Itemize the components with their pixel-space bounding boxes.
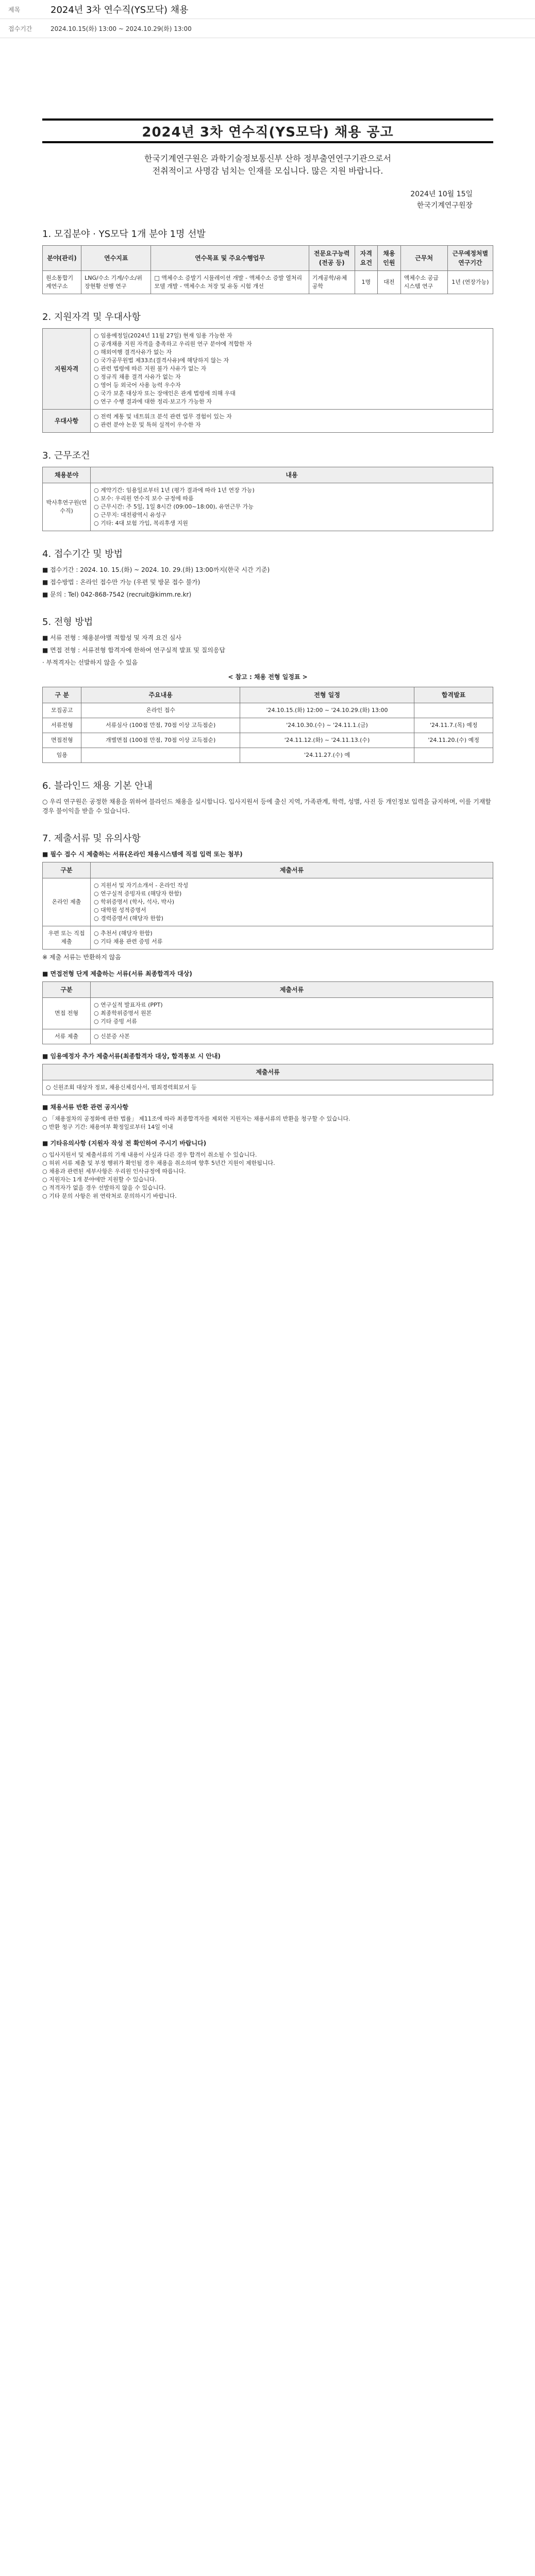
meta-period: 2024.10.15(화) 13:00 ~ 2024.10.29(화) 13:00 [51,25,192,32]
schedule-td: 개별면접 (100점 만점, 70점 이상 고득점순) [81,733,240,748]
qualification-value: ○ 전력 계통 및 네트워크 분석 관련 업무 경험이 있는 자 ○ 관련 분야 논문 및 특허 실적이 우수한 자 [91,410,493,433]
recruit-td: □ 액체수소 증발기 시뮬레이션 개발 - 액체수소 증발 열처리 모델 개발 - 액체수소 저장 및 유동 시험 개선 [151,271,309,294]
intro-line-1: 한국기계연구원은 과학기술정보통신부 산하 정부출연연구기관으로서 [144,154,391,163]
schedule-td [414,748,493,763]
documents-note: ※ 제출 서류는 반환하지 않음 [42,954,121,961]
meta-subject: 2024년 3차 연수직(YS모닥) 채용 [51,5,189,15]
recruit-td: 기계공학/유체공학 [309,271,355,294]
documents-th: 구분 [43,982,91,998]
documents-body5: ○ 입사지원서 및 제출서류의 기재 내용이 사실과 다른 경우 합격이 취소될 수 있습니다. ○ 허위 서류 제출 및 부정 행위가 확인될 경우 채용을 취소하며 향후 5년간 지원이 제한됩니다. ○ 채용과 관련된 세부사항은 우리원 인사규정에 따릅니다. ○ 지원자는 1개 분야에만 지원할 수 있습니다. ○ 적격자가 없을 경우 선발하지 않을 수 있습니다. ○ 기타 문의 사항은 위 연락처로 문의하시기 바랍니다. [42,1151,275,1199]
recruit-th: 전문요구능력(전공 등) [309,246,355,271]
documents-sub2: ■ 면접전형 단계 제출하는 서류(서류 최종합격자 대상) [42,970,192,977]
schedule-row [43,733,493,748]
process-line: ■ 면접 전형 : 서류전형 합격자에 한하여 연구실적 발표 및 질의응답 [42,647,225,654]
meta-period-label: 접수기간 [8,25,32,32]
intro-line-2: 전취적이고 사명감 넘치는 인재를 모십니다. 많은 지원 바랍니다. [152,166,383,176]
section-1-title: 1. 모집분야 · YS모닥 1개 분야 1명 선발 [42,229,206,240]
schedule-row [43,748,493,763]
schedule-td: '24.11.7.(목) 예정 [414,718,493,733]
qualification-key: 지원자격 [43,329,91,410]
schedule-td: 모집공고 [43,703,81,718]
documents-table-2 [42,981,493,1044]
recruit-th: 채용인원 [378,246,401,271]
schedule-td: 임용 [43,748,81,763]
doc-date [42,189,493,211]
section-2-body [42,328,493,433]
recruit-td: 대전 [378,271,401,294]
recruit-th: 근무예정처별 연구기간 [447,246,493,271]
section-1-body [42,245,493,294]
schedule-td: '24.11.20.(수) 예정 [414,733,493,748]
documents-value: ○ 신원조회 대상자 정보, 채용신체검사서, 범죄경력회보서 등 [43,1080,493,1095]
schedule-row [43,703,493,718]
section-6-body: ○ 우리 연구원은 공정한 채용을 위하여 블라인드 채용을 실시합니다. 입사지원서 등에 출신 지역, 가족관계, 학력, 성별, 사진 등 개인정보 입력을 금지하며, 이를 기재할 경우 불이익을 받을 수 있습니다. [42,798,491,815]
recruit-th: 연수목표 및 주요수행업무 [151,246,309,271]
schedule-th: 주요내용 [81,687,240,703]
documents-value: ○ 지원서 및 자기소개서 - 온라인 작성 ○ 연구실적 증빙자료 (해당자 한함) ○ 학위증명서 (학사, 석사, 박사) ○ 대학원 성적증명서 ○ 경력증명서 (해당자 한함) [91,878,493,926]
recruit-td: 1명 [355,271,378,294]
section-4-body [42,565,493,599]
documents-key: 우편 또는 직접 제출 [43,926,91,950]
meta-period-row [0,19,535,38]
section-2-title: 2. 지원자격 및 우대사항 [42,312,141,323]
intro [42,152,493,177]
documents-value: ○ 추천서 (해당자 한함) ○ 기타 채용 관련 증빙 서류 [91,926,493,950]
documents-value: ○ 연구실적 발표자료 (PPT) ○ 최종학위증명서 원본 ○ 기타 증빙 서류 [91,998,493,1029]
documents-row [43,878,493,926]
section-7-body [42,850,493,1200]
section-4-title: 4. 접수기간 및 방법 [42,549,123,560]
documents-sub4: ■ 채용서류 반환 관련 공지사항 [42,1104,129,1111]
schedule-title: < 참고 : 채용 전형 일정표 > [228,673,308,681]
recruit-table [42,245,493,294]
schedule-td [81,748,240,763]
schedule-th: 구 분 [43,687,81,703]
qualification-row [43,329,493,410]
documents-table-3 [42,1064,493,1095]
qualification-table [42,328,493,433]
documents-th: 제출서류 [43,1064,493,1080]
documents-row [43,1029,493,1044]
section-7-title: 7. 제출서류 및 유의사항 [42,833,141,844]
documents-key: 서류 제출 [43,1029,91,1044]
section-5-title: 5. 전형 방법 [42,617,93,628]
doc-date-text: 2024년 10월 15일 [410,190,473,198]
meta-subject-row [0,0,535,19]
documents-value: ○ 신분증 사본 [91,1029,493,1044]
meta-info [0,0,535,38]
work-condition-row [43,483,493,531]
work-condition-th: 내용 [91,467,493,483]
documents-sub3: ■ 임용예정자 추가 제출서류(최종합격자 대상, 합격통보 시 안내) [42,1053,221,1060]
recruit-td: 원소통합기계연구소 [43,271,81,294]
recruit-td: LNG/수소 기계/수소/위장현황 선행 연구 [81,271,151,294]
section-3-title: 3. 근무조건 [42,450,90,461]
schedule-th: 전형 일정 [240,687,414,703]
documents-sub1: ■ 필수 접수 시 제출하는 서류(온라인 채용시스템에 직접 입력 또는 첨부) [42,851,243,858]
schedule-td: '24.10.15.(화) 12:00 ~ '24.10.29.(화) 13:00 [240,703,414,718]
schedule-td: '24.11.27.(수) 예 [240,748,414,763]
doc-org-text: 한국기계연구원장 [416,201,473,210]
work-condition-key: 박사후연구원(연수직) [43,483,91,531]
schedule-td [414,703,493,718]
documents-th: 구분 [43,862,91,878]
schedule-td: '24.10.30.(수) ~ '24.11.1.(금) [240,718,414,733]
schedule-td: 서류전형 [43,718,81,733]
recruit-td: 액체수소 공급 시스템 연구 [400,271,447,294]
section-5-body [42,633,493,763]
documents-body4: ○ 「채용절차의 공정화에 관한 법률」 제11조에 따라 최종합격자를 제외한 지원자는 채용서류의 반환을 청구할 수 있습니다. ○ 반환 청구 기간: 채용여부 확정일로부터 14일 이내 [42,1115,350,1130]
documents-key: 면접 전형 [43,998,91,1029]
apply-period-line: ■ 접수기간 : 2024. 10. 15.(화) ~ 2024. 10. 29.(화) 13:00까지(한국 시간 기준) [42,566,270,573]
meta-subject-label: 제목 [8,6,21,13]
documents-th: 제출서류 [91,862,493,878]
contact-line: ■ 문의 : Tel) 042-868-7542 (recruit@kimm.re.kr) [42,591,192,598]
documents-row [43,998,493,1029]
recruit-th: 근무처 [400,246,447,271]
schedule-td: 면접전형 [43,733,81,748]
qualification-row [43,410,493,433]
recruit-row [43,271,493,294]
recruit-td: 1년 (연장가능) [447,271,493,294]
process-line: ■ 서류 전형 : 채용분야별 적합성 및 자격 요건 심사 [42,634,181,641]
schedule-td: 서류심사 (100점 만점, 70점 이상 고득점순) [81,718,240,733]
documents-row [43,1080,493,1095]
qualification-key: 우대사항 [43,410,91,433]
qualification-value: ○ 임용예정일(2024년 11월 27일) 현재 임용 가능한 자 ○ 공개채용 지원 자격을 충족하고 우리원 연구 분야에 적합한 자 ○ 해외여행 결격사유가 없는 자 ○ 국가공무원법 제33조(결격사유)에 해당하지 않는 자 ○ 관련 법령에 따른 지원 불가 사유가 없는 자 ○ 정규직 채용 결격 사유가 없는 자 ○ 영어 등 외국어 사용 능력 우수자 ○ 국가 보훈 대상자 또는 장애인은 관계 법령에 의해 우대 ○ 연구 수행 결과에 대한 정리·보고가 가능한 자 [91,329,493,410]
recruit-th: 자격요건 [355,246,378,271]
work-condition-table [42,467,493,531]
recruit-th: 연수지표 [81,246,151,271]
work-condition-th: 채용분야 [43,467,91,483]
documents-sub5: ■ 기타유의사항 (지원자 작성 전 확인하여 주시기 바랍니다) [42,1140,207,1147]
section-3-body [42,467,493,531]
process-line: · 부적격자는 선발하지 않을 수 있음 [42,659,138,666]
documents-key: 온라인 제출 [43,878,91,926]
document [42,41,493,1200]
schedule-th: 합격발표 [414,687,493,703]
section-6-title: 6. 블라인드 채용 기본 안내 [42,781,153,791]
apply-method-line: ■ 접수방법 : 온라인 접수만 가능 (우편 및 방문 접수 불가) [42,579,200,586]
work-condition-value: ○ 계약기간: 임용일로부터 1년 (평가 결과에 따라 1년 연장 가능) ○ 보수: 우리원 연수직 보수 규정에 따름 ○ 근무시간: 주 5일, 1일 8시간 (09:00~18:00), 유연근무 가능 ○ 근무지: 대전광역시 유성구 ○ 기타: 4대 보험 가입, 복리후생 지원 [91,483,493,531]
documents-th: 제출서류 [91,982,493,998]
schedule-td: 온라인 접수 [81,703,240,718]
documents-table-1 [42,862,493,950]
documents-row [43,926,493,950]
schedule-td: '24.11.12.(화) ~ '24.11.13.(수) [240,733,414,748]
document-title: 2024년 3차 연수직(YS모닥) 채용 공고 [42,118,493,143]
schedule-row [43,718,493,733]
recruit-th: 분야(관리) [43,246,81,271]
schedule-table [42,687,493,763]
